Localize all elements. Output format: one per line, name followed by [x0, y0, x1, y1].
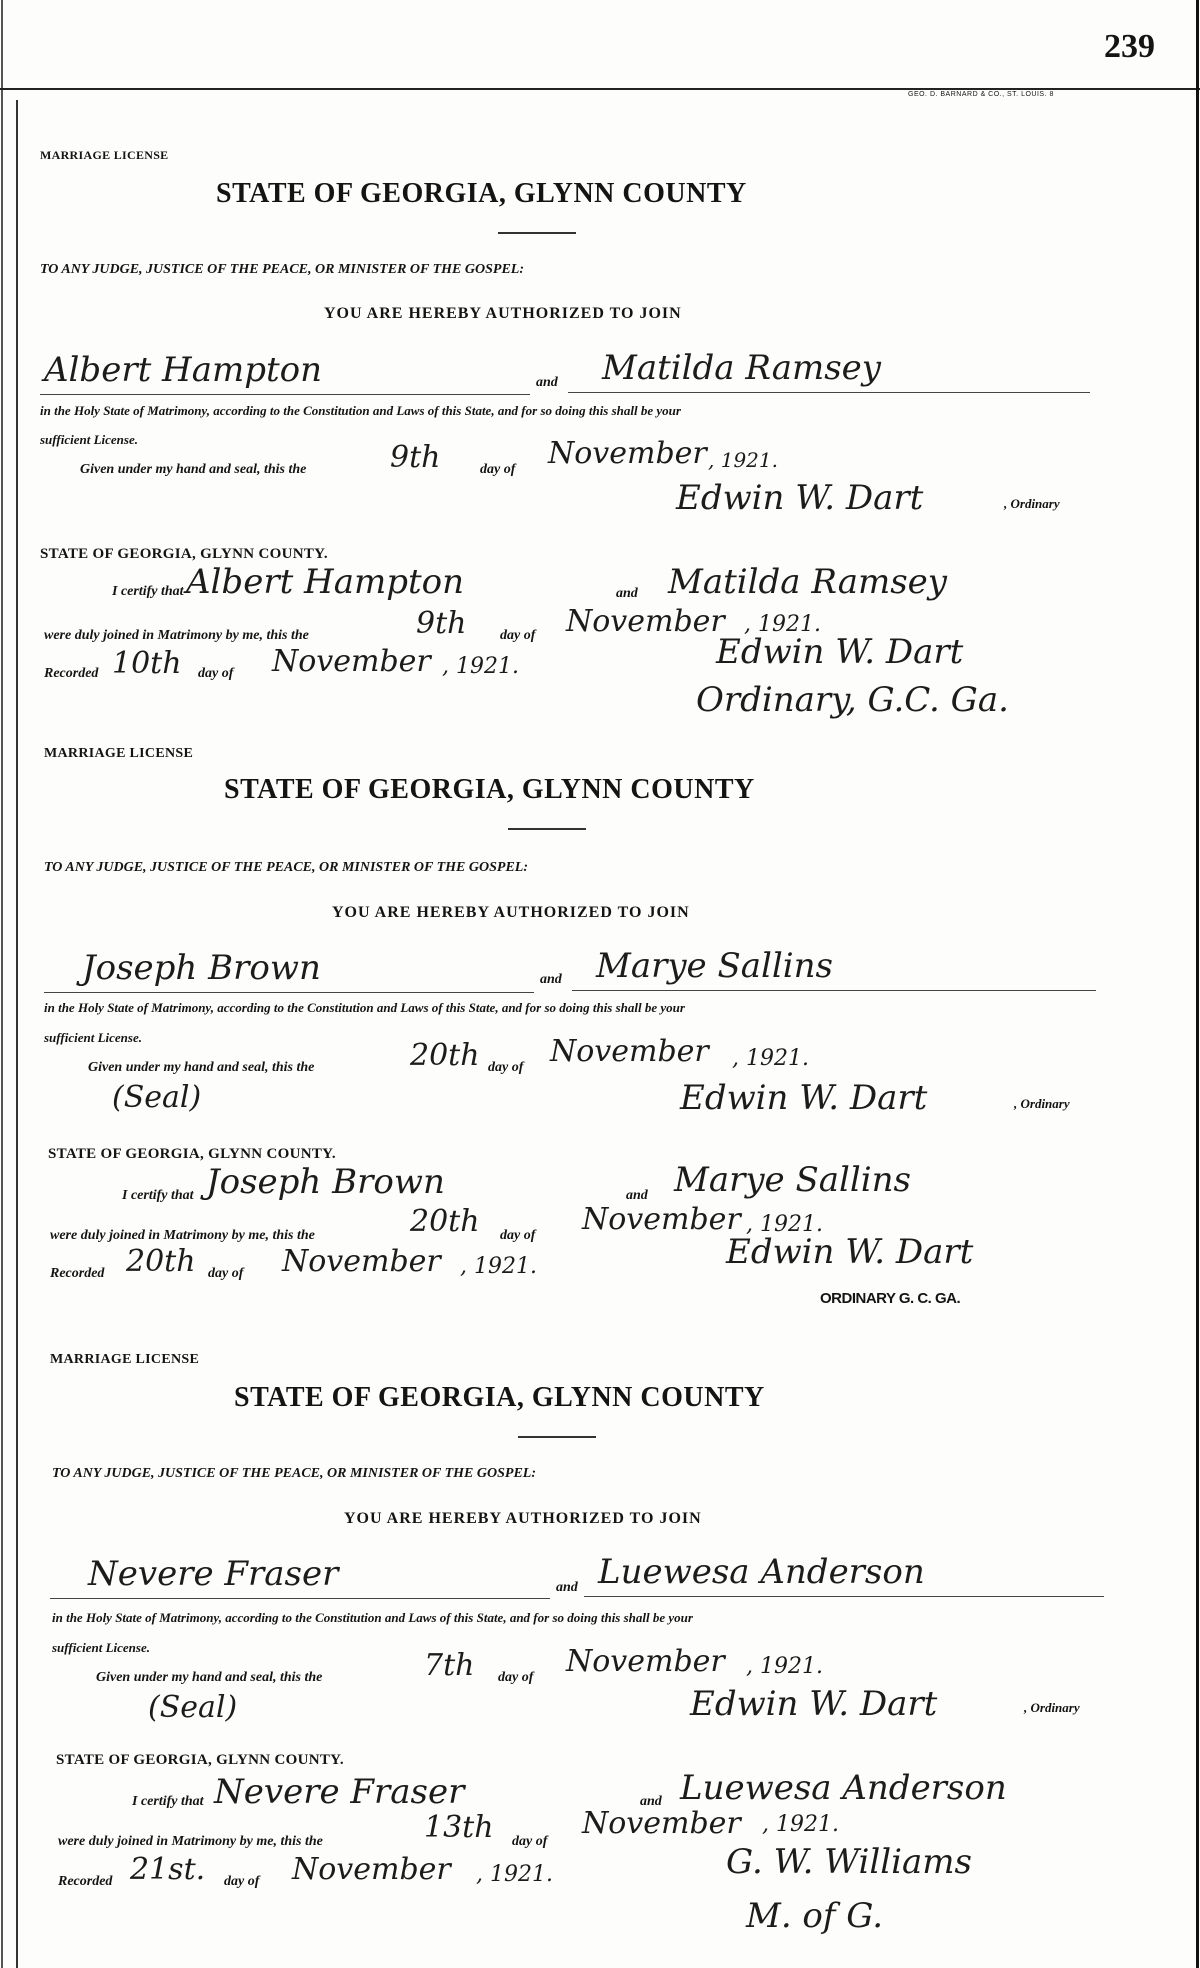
recorded-day: 10th — [112, 646, 182, 681]
cert-month: November — [566, 604, 725, 639]
license-month: November — [548, 436, 707, 471]
given-text: Given under my hand and seal, this the — [88, 1060, 315, 1075]
page-binding-edge — [1196, 0, 1199, 1968]
cert-month: November — [582, 1202, 741, 1237]
title-separator — [498, 232, 576, 234]
cert-day: 13th — [424, 1810, 494, 1845]
joined-text: were duly joined in Matrimony by me, this the — [50, 1228, 315, 1243]
recorded-month: November — [292, 1852, 451, 1887]
given-text: Given under my hand and seal, this the — [96, 1670, 323, 1685]
cert-groom-name: Nevere Fraser — [214, 1772, 465, 1812]
cert-bride-name: Marye Sallins — [674, 1160, 912, 1200]
license-body-line1: in the Holy State of Matrimony, according to the Constitution and Laws of this State, and for so doing this shall be your — [44, 1000, 685, 1015]
cert-signature: Edwin W. Dart — [726, 1232, 974, 1272]
recorded-month: November — [282, 1244, 441, 1279]
cert-bride-name: Matilda Ramsey — [668, 562, 948, 602]
salutation: TO ANY JUDGE, JUSTICE OF THE PEACE, OR MINISTER OF THE GOSPEL: — [44, 860, 528, 875]
cert-month: November — [582, 1806, 741, 1841]
title-separator — [518, 1436, 596, 1438]
recorded-text: Recorded — [50, 1266, 105, 1281]
cert-bride-name: Luewesa Anderson — [680, 1768, 1007, 1808]
cert-signature: Edwin W. Dart — [716, 632, 964, 672]
license-year: , 1921. — [732, 1046, 809, 1071]
recorded-text: Recorded — [44, 666, 99, 681]
cert-signature-title: M. of G. — [746, 1896, 884, 1936]
day-of-text: day of — [512, 1834, 548, 1849]
license-title: STATE OF GEORGIA, GLYNN COUNTY — [216, 178, 747, 209]
and-text: and — [626, 1188, 648, 1203]
groom-name: Nevere Fraser — [88, 1554, 339, 1594]
cert-year: , 1921. — [746, 1212, 823, 1237]
groom-line — [50, 1598, 550, 1599]
license-signature: Edwin W. Dart — [680, 1078, 928, 1118]
day-of-text: day of — [500, 628, 536, 643]
bride-name: Marye Sallins — [596, 946, 834, 986]
cert-signature: G. W. Williams — [726, 1842, 972, 1882]
recorded-year: , 1921. — [476, 1862, 553, 1887]
signature-title: , Ordinary — [1014, 1096, 1070, 1111]
license-signature: Edwin W. Dart — [676, 478, 924, 518]
seal-mark: (Seal) — [148, 1690, 238, 1725]
signature-title: , Ordinary — [1004, 496, 1060, 511]
joined-text: were duly joined in Matrimony by me, this the — [44, 628, 309, 643]
certify-text: I certify that — [112, 584, 184, 599]
groom-line — [40, 394, 530, 395]
day-of-text: day of — [224, 1874, 260, 1889]
cert-day: 9th — [416, 606, 467, 641]
license-year: , 1921. — [708, 448, 778, 472]
and-text: and — [640, 1794, 662, 1809]
certify-text: I certify that — [132, 1794, 204, 1809]
certify-text: I certify that — [122, 1188, 194, 1203]
license-body-line1: in the Holy State of Matrimony, according to the Constitution and Laws of this State, and for so doing this shall be your — [52, 1610, 693, 1625]
and-text: and — [540, 972, 562, 987]
license-month: November — [550, 1034, 709, 1069]
license-label: MARRIAGE LICENSE — [44, 746, 194, 761]
license-day: 9th — [390, 440, 441, 475]
license-body-line2: sufficient License. — [40, 432, 138, 447]
recorded-year: , 1921. — [442, 654, 519, 679]
license-day: 7th — [424, 1648, 475, 1683]
cert-groom-name: Joseph Brown — [206, 1162, 445, 1202]
license-title: STATE OF GEORGIA, GLYNN COUNTY — [234, 1382, 765, 1413]
recorded-day: 20th — [126, 1244, 196, 1279]
cert-groom-name: Albert Hampton — [186, 562, 464, 602]
ordinary-stamp: ORDINARY G. C. GA. — [820, 1290, 961, 1307]
salutation: TO ANY JUDGE, JUSTICE OF THE PEACE, OR MINISTER OF THE GOSPEL: — [40, 262, 524, 277]
header-rule — [0, 88, 1200, 90]
authorization-text: YOU ARE HEREBY AUTHORIZED TO JOIN — [324, 305, 682, 322]
day-of-text: day of — [198, 666, 234, 681]
and-text: and — [616, 586, 638, 601]
license-body-line2: sufficient License. — [52, 1640, 150, 1655]
day-of-text: day of — [488, 1060, 524, 1075]
day-of-text: day of — [208, 1266, 244, 1281]
authorization-text: YOU ARE HEREBY AUTHORIZED TO JOIN — [344, 1510, 702, 1527]
recorded-text: Recorded — [58, 1874, 113, 1889]
cert-year: , 1921. — [744, 612, 821, 637]
page-edge — [1, 0, 3, 1968]
bride-line — [584, 1596, 1104, 1597]
cert-day: 20th — [410, 1204, 480, 1239]
groom-name: Joseph Brown — [82, 948, 321, 988]
bride-name: Luewesa Anderson — [598, 1552, 925, 1592]
page-number: 239 — [1104, 28, 1155, 65]
license-month: November — [566, 1644, 725, 1679]
salutation: TO ANY JUDGE, JUSTICE OF THE PEACE, OR MINISTER OF THE GOSPEL: — [52, 1466, 536, 1481]
recorded-day: 21st. — [130, 1852, 206, 1887]
groom-line — [44, 992, 534, 993]
certificate-header: STATE OF GEORGIA, GLYNN COUNTY. — [40, 546, 328, 562]
license-body-line2: sufficient License. — [44, 1030, 142, 1045]
day-of-text: day of — [480, 462, 516, 477]
license-label: MARRIAGE LICENSE — [40, 148, 169, 162]
title-separator — [508, 828, 586, 830]
recorded-month: November — [272, 644, 431, 679]
seal-mark: (Seal) — [112, 1080, 202, 1115]
license-year: , 1921. — [746, 1654, 823, 1679]
groom-name: Albert Hampton — [44, 350, 322, 390]
printer-mark: GEO. D. BARNARD & CO., ST. LOUIS. 8 — [908, 91, 1054, 98]
license-day: 20th — [410, 1038, 480, 1073]
license-title: STATE OF GEORGIA, GLYNN COUNTY — [224, 774, 755, 805]
license-signature: Edwin W. Dart — [690, 1684, 938, 1724]
certificate-header: STATE OF GEORGIA, GLYNN COUNTY. — [48, 1146, 336, 1162]
recorded-year: , 1921. — [460, 1254, 537, 1279]
day-of-text: day of — [500, 1228, 536, 1243]
margin-rule — [16, 100, 18, 1968]
and-text: and — [536, 375, 558, 390]
cert-signature-title: Ordinary, G.C. Ga. — [696, 680, 1009, 720]
bride-line — [568, 392, 1090, 393]
certificate-header: STATE OF GEORGIA, GLYNN COUNTY. — [56, 1752, 344, 1768]
license-label: MARRIAGE LICENSE — [50, 1352, 200, 1367]
day-of-text: day of — [498, 1670, 534, 1685]
bride-line — [572, 990, 1096, 991]
cert-year: , 1921. — [762, 1812, 839, 1837]
and-text: and — [556, 1580, 578, 1595]
bride-name: Matilda Ramsey — [602, 348, 882, 388]
joined-text: were duly joined in Matrimony by me, this the — [58, 1834, 323, 1849]
given-text: Given under my hand and seal, this the — [80, 462, 307, 477]
authorization-text: YOU ARE HEREBY AUTHORIZED TO JOIN — [332, 904, 690, 921]
license-body-line1: in the Holy State of Matrimony, according to the Constitution and Laws of this State, and for so doing this shall be your — [40, 403, 681, 418]
signature-title: , Ordinary — [1024, 1700, 1080, 1715]
